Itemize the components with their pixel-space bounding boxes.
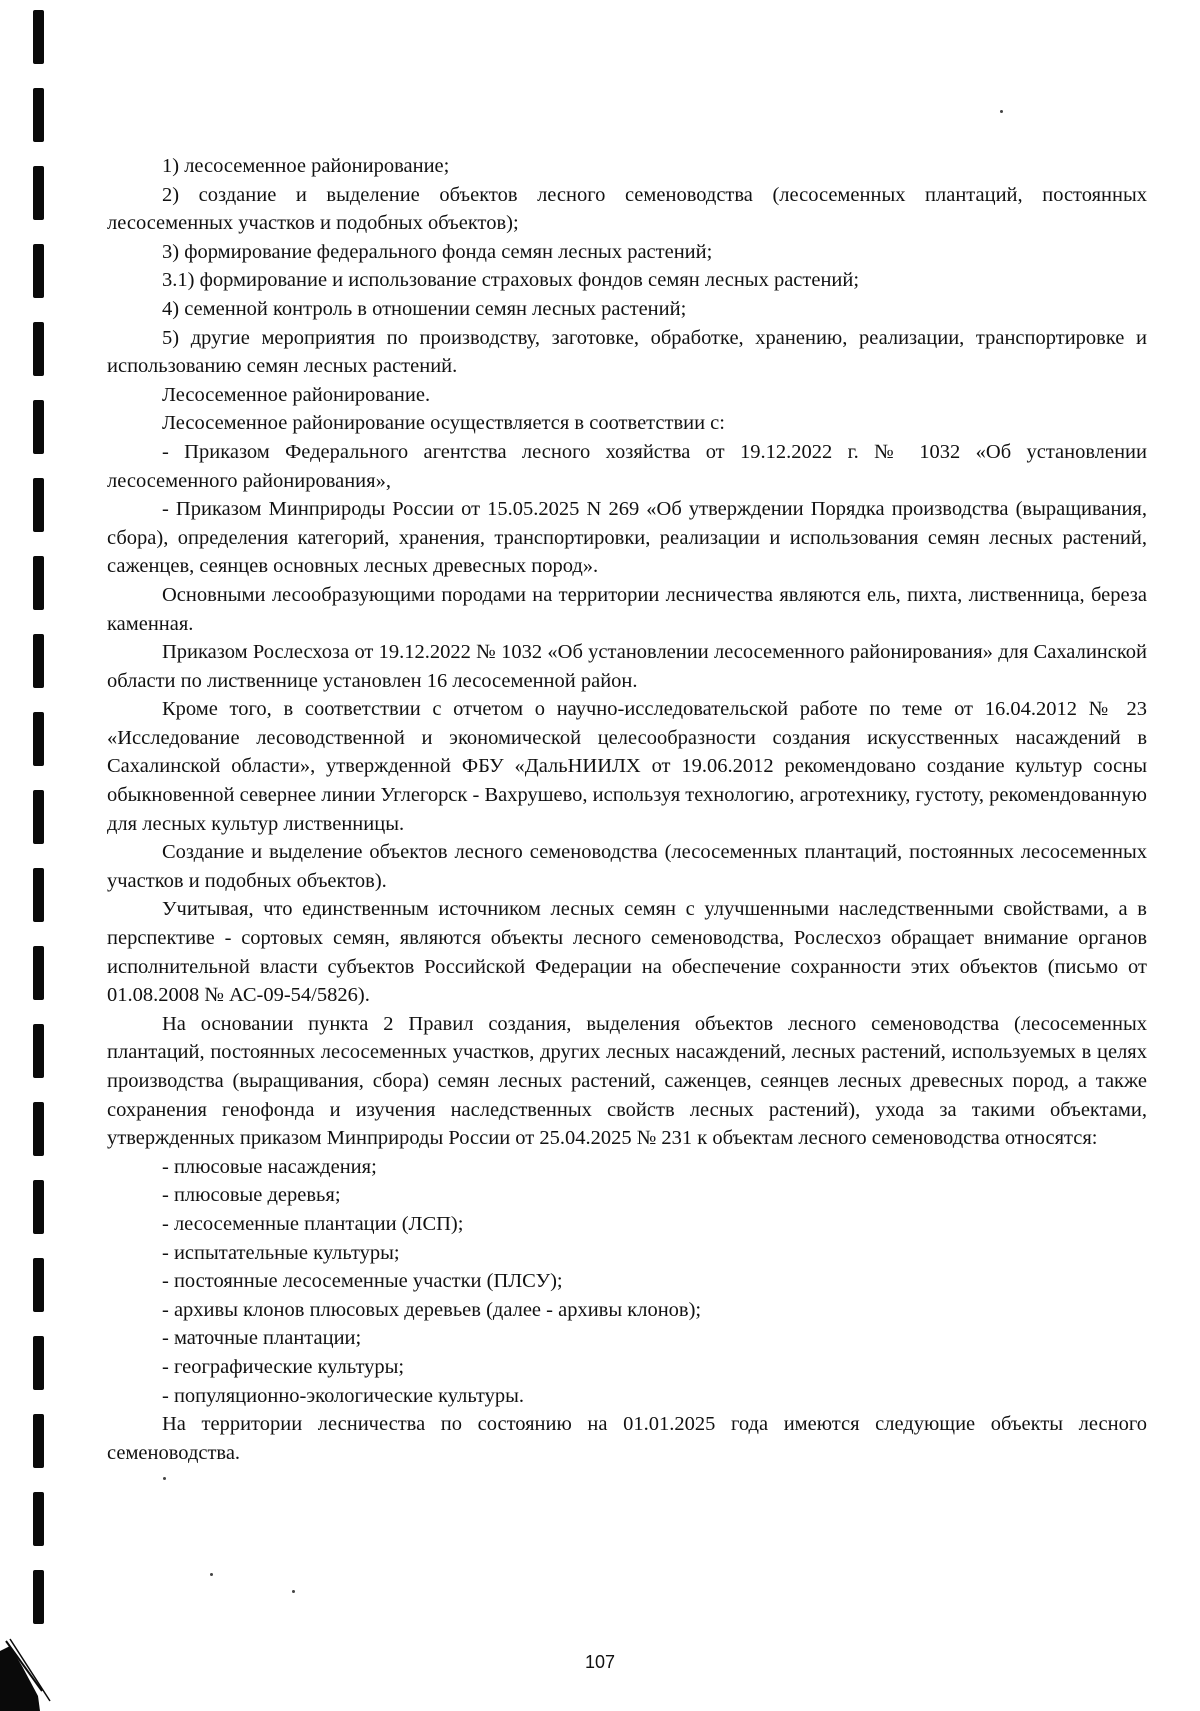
list-item: - постоянные лесосеменные участки (ПЛСУ); (162, 1270, 563, 1293)
list-item: - географические культуры; (162, 1355, 405, 1378)
binding-hole (33, 478, 44, 532)
binding-hole (33, 1024, 44, 1078)
binding-hole (33, 556, 44, 610)
list-item: - популяционно-экологические культуры. (162, 1384, 524, 1407)
list-item-1: 1) лесосеменное районирование; (162, 155, 450, 177)
list-item-3-1: 3.1) формирование и использование страховых фондов семян лесных растений; (162, 269, 860, 292)
binding-hole (33, 400, 44, 454)
document-page (107, 152, 1147, 1467)
section-heading-zoning: Лесосеменное районирование. (162, 383, 431, 406)
paragraph: Лесосеменное районирование осуществляется в соответствии с: (162, 412, 725, 435)
binding-hole (33, 946, 44, 1000)
binding-hole (33, 1102, 44, 1156)
list-item: - архивы клонов плюсовых деревьев (далее - архивы клонов); (162, 1298, 702, 1321)
list-item: - плюсовые насаждения; (162, 1155, 377, 1178)
paragraph: Основными лесообразующими породами на территории лесничества являются ель, пихта, лиственница, береза каменная. (107, 583, 1147, 635)
list-item: - плюсовые деревья; (162, 1184, 341, 1207)
binding-hole (33, 10, 44, 64)
scan-speck (1000, 110, 1003, 113)
scan-speck (292, 1590, 295, 1593)
list-item: - маточные плантации; (162, 1327, 362, 1350)
paragraph: На территории лесничества по состоянию на 01.01.2025 года имеются следующие объекты лесного семеноводства. (107, 1413, 1147, 1464)
binding-hole (33, 634, 44, 688)
section-heading-objects: Создание и выделение объектов лесного семеноводства (лесосеменных плантаций, постоянных лесосеменных участков и подобных объектов). (107, 841, 1147, 892)
paragraph: Приказом Рослесхоза от 19.12.2022 № 1032 «Об установлении лесосеменного районирования» для Сахалинской области по лиственнице установлен 16 лесосеменной район. (107, 641, 1147, 692)
binding-hole (33, 1414, 44, 1468)
binding-hole (33, 1492, 44, 1546)
paragraph: На основании пункта 2 Правил создания, выделения объектов лесного семеноводства (лесосеменных плантаций, постоянных лесосеменных участков, других лесных насаждений, лесных растений, используемых в целях производства (выращивания, сбора) семян лесных растений, саженцев, сеянцев лесных древесных пород, а также сохранения генофонда и изучения наследственных свойств лесных растений), ухода за такими объектами, утвержденных приказом Минприроды России от 25.04.2025 № 231 к объектам лесного семеноводства относятся: (107, 1012, 1147, 1150)
binding-hole (33, 712, 44, 766)
regulation-item: - Приказом Минприроды России от 15.05.2025 N 269 «Об утверждении Порядка производства (выращивания, сбора), определения категорий, хранения, транспортировки, реализации и использования семян лесных растений, саженцев, сеянцев основных лесных древесных пород». (107, 498, 1147, 578)
binding-hole (33, 88, 44, 142)
binding-hole (33, 244, 44, 298)
list-item: - испытательные культуры; (162, 1241, 400, 1264)
list-item-3: 3) формирование федерального фонда семян лесных растений; (162, 240, 713, 263)
binding-hole (33, 868, 44, 922)
regulation-item: - Приказом Федерального агентства лесного хозяйства от 19.12.2022 г. № 1032 «Об установлении лесосеменного районирования», (107, 440, 1147, 492)
paragraph: Кроме того, в соответствии с отчетом о научно-исследовательской работе по теме от 16.04.2012 № 23 «Исследование лесоводственной и экономической целесообразности создания искусственных насаждений в Сахалинской области», утвержденной ФБУ «ДальНИИЛХ от 19.06.2012 рекомендовано создание культур сосны обыкновенной севернее линии Углегорск - Вахрушево, используя технологию, агротехнику, густоту, рекомендованную для лесных культур лиственницы. (107, 698, 1147, 835)
binding-hole (33, 1258, 44, 1312)
page-number: 107 (584, 1652, 616, 1672)
binding-hole (33, 1336, 44, 1390)
scan-speck (163, 1477, 166, 1480)
list-item-4: 4) семенной контроль в отношении семян лесных растений; (162, 297, 687, 320)
binding-hole (33, 166, 44, 220)
list-item-2: 2) создание и выделение объектов лесного семеноводства (лесосеменных плантаций, постоянных лесосеменных участков и подобных объектов); (107, 183, 1147, 235)
binding-holes (30, 0, 52, 1711)
list-item-5: 5) другие мероприятия по производству, заготовке, обработке, хранению, реализации, транспортировке и использованию семян лесных растений. (107, 326, 1147, 378)
binding-hole (33, 790, 44, 844)
binding-hole (33, 322, 44, 376)
binding-hole (33, 1180, 44, 1234)
list-item: - лесосеменные плантации (ЛСП); (162, 1212, 464, 1235)
scan-speck (210, 1573, 213, 1576)
paragraph: Учитывая, что единственным источником лесных семян с улучшенными наследственными свойствами, а в перспективе - сортовых семян, являются объекты лесного семеноводства, Рослесхоз обращает внимание органов исполнительной власти субъектов Российской Федерации на обеспечение сохранности этих объектов (письмо от 01.08.2008 № АС-09-54/5826). (107, 898, 1147, 1007)
